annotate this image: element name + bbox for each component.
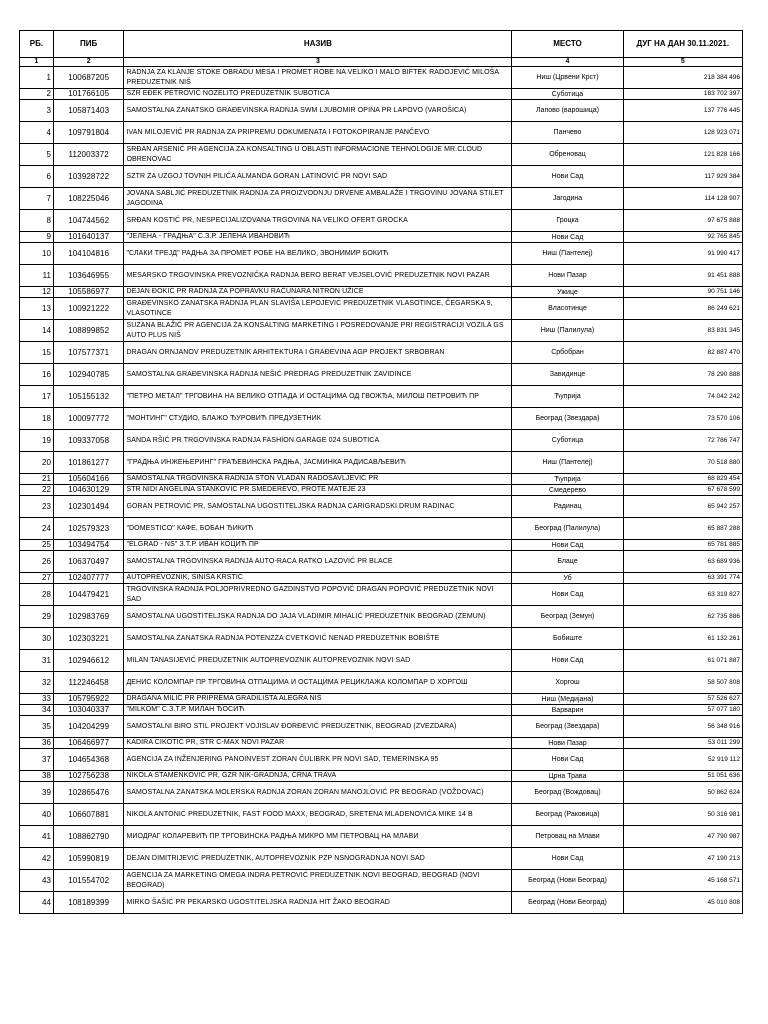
pib-cell: 106466977 [53, 738, 124, 749]
table-row [20, 650, 743, 672]
debt-amount-cell: 82 887 470 [623, 342, 742, 364]
place-cell: Београд (Палилула) [512, 518, 623, 540]
debt-amount-cell: 74 042 242 [623, 386, 742, 408]
name-cell: NIKOLA ANTONIĆ PREDUZETNIK, FAST FOOD MAXX, BEOGRAD, SRETENA MLADENOVIĆA MIKE 14 B [124, 804, 512, 826]
column-number-row [20, 58, 743, 67]
pib-cell: 108899852 [53, 320, 124, 342]
debtors-table [19, 30, 743, 914]
name-cell: SAMOSTALNI BIRO STIL PROJEKT VOJISLAV ĐORĐEVIĆ PREDUZETNIK, BEOGRAD (ZVEZDARA) [124, 716, 512, 738]
row-number: 33 [20, 694, 54, 705]
table-row [20, 738, 743, 749]
table-row [20, 265, 743, 287]
name-cell: "DOMESTICO" КАФЕ, БОБАН ЂИКИЋ [124, 518, 512, 540]
place-cell: Црна Трава [512, 771, 623, 782]
name-cell: SANDA RŠIĆ PR TRGOVINSKA RADNJA FASHION GARAGE 024 SUBOTICA [124, 430, 512, 452]
place-cell: Нови Сад [512, 584, 623, 606]
place-cell: Власотинце [512, 298, 623, 320]
debt-amount-cell: 90 751 146 [623, 287, 742, 298]
row-number: 15 [20, 342, 54, 364]
table-header-row [20, 31, 743, 58]
row-number: 29 [20, 606, 54, 628]
debt-amount-cell: 72 786 747 [623, 430, 742, 452]
table-row [20, 364, 743, 386]
name-cell: МИОДРАГ КОЛАРЕВИЋ ПР ТРГОВИНСКА РАДЊА МИКРО ММ ПЕТРОВАЦ НА МЛАВИ [124, 826, 512, 848]
name-cell: SAMOSTALNA ZANATSKO GRAĐEVINSKA RADNJA SWM LJUBOMIR OPINA PR LAPOVO (VAROŠICA) [124, 100, 512, 122]
pib-cell: 101766105 [53, 89, 124, 100]
debt-amount-cell: 137 776 445 [623, 100, 742, 122]
place-cell: Обреновац [512, 144, 623, 166]
name-cell: KADIRA CIKOTIĆ PR, STR C-MAX NOVI PAZAR [124, 738, 512, 749]
pib-cell: 102940785 [53, 364, 124, 386]
place-cell: Смедерево [512, 485, 623, 496]
table-row [20, 89, 743, 100]
place-cell: Ужице [512, 287, 623, 298]
debt-amount-cell: 45 168 571 [623, 870, 742, 892]
row-number: 36 [20, 738, 54, 749]
place-cell: Хоргош [512, 672, 623, 694]
name-cell: TRGOVINSKA RADNJA POLJOPRIVREDNO GAZDINSTVO POPOVIĆ DRAGAN POPOVIĆ PREDUZETNIK NOVI SAD [124, 584, 512, 606]
name-cell: DRAGANA MILIĆ PR PRIPREMA GRADILIŠTA ALEGRA NIŠ [124, 694, 512, 705]
table-row [20, 694, 743, 705]
pib-cell: 104204299 [53, 716, 124, 738]
place-cell: Ћуприја [512, 386, 623, 408]
debt-amount-cell: 92 765 845 [623, 232, 742, 243]
row-number: 19 [20, 430, 54, 452]
pib-cell: 103928722 [53, 166, 124, 188]
row-number: 12 [20, 287, 54, 298]
pib-cell: 104479421 [53, 584, 124, 606]
name-cell: SRĐAN ARSENIĆ PR AGENCIJA ZA KONSALTING U OBLASTI INFORMACIONE TEHNOLOGIJE MR.CLOUD OBRENOVAC [124, 144, 512, 166]
table-row [20, 452, 743, 474]
place-cell: Јагодина [512, 188, 623, 210]
table-row [20, 232, 743, 243]
row-number: 17 [20, 386, 54, 408]
debt-amount-cell: 70 518 880 [623, 452, 742, 474]
table-row [20, 298, 743, 320]
row-number: 10 [20, 243, 54, 265]
table-row [20, 287, 743, 298]
table-row [20, 386, 743, 408]
debt-amount-cell: 45 010 808 [623, 892, 742, 914]
name-cell: "MILKOM" С.З.Т.Р. МИЛАН ЂОСИЋ [124, 705, 512, 716]
table-row [20, 540, 743, 551]
table-row [20, 144, 743, 166]
debt-amount-cell: 58 507 808 [623, 672, 742, 694]
table-row [20, 573, 743, 584]
debt-amount-cell: 61 071 887 [623, 650, 742, 672]
row-number: 21 [20, 474, 54, 485]
place-cell: Ћуприја [512, 474, 623, 485]
row-number: 31 [20, 650, 54, 672]
row-number: 24 [20, 518, 54, 540]
pib-cell: 104744562 [53, 210, 124, 232]
row-number: 28 [20, 584, 54, 606]
name-cell: DRAGAN ORNJANOV PREDUZETNIK ARHITEKTURA I GRAĐEVINA AGP PROJEKT SRBOBRAN [124, 342, 512, 364]
name-cell: DEJAN DIMITRIJEVIĆ PREDUZETNIK, AUTOPREVOZNIK PZP NSNOGRADNJA NOVI SAD [124, 848, 512, 870]
row-number: 22 [20, 485, 54, 496]
debt-amount-cell: 53 011 299 [623, 738, 742, 749]
debt-amount-cell: 65 887 288 [623, 518, 742, 540]
row-number: 32 [20, 672, 54, 694]
table-row [20, 584, 743, 606]
pib-cell: 105795922 [53, 694, 124, 705]
pib-cell: 107577371 [53, 342, 124, 364]
column-number: 2 [53, 58, 124, 67]
table-row [20, 485, 743, 496]
name-cell: JOVANA SABLJIĆ PREDUZETNIK RADNJA ZA PROIZVODNJU DRVENE AMBALAŽE I TRGOVINU JOVANA STILET JAGODINA [124, 188, 512, 210]
pib-cell: 102579323 [53, 518, 124, 540]
debt-amount-cell: 57 526 627 [623, 694, 742, 705]
table-row [20, 122, 743, 144]
name-cell: SUZANA BLAŽIĆ PR AGENCIJA ZA KONSALTING MARKETING I POSREDOVANJE PRI REGISTRACIJI VOZILA GS AUTO PLUS NIŠ [124, 320, 512, 342]
debt-amount-cell: 65 942 257 [623, 496, 742, 518]
table-row [20, 342, 743, 364]
place-cell: Нови Сад [512, 848, 623, 870]
debt-amount-cell: 78 290 888 [623, 364, 742, 386]
name-cell: SAMOSTALNA UGOSTITELJSKA RADNJA DO JAJA VLADIMIR MIHALIĆ PREDUZETNIK BEOGRAD (ZEMUN) [124, 606, 512, 628]
row-number: 26 [20, 551, 54, 573]
column-number: 3 [124, 58, 512, 67]
place-cell: Нови Сад [512, 749, 623, 771]
header-place: МЕСТО [512, 31, 623, 58]
place-cell: Београд (Вождовац) [512, 782, 623, 804]
table-row [20, 705, 743, 716]
name-cell: ДЕНИС КОЛОМПАР ПР ТРГОВИНА ОТПАЦИМА И ОСТАЦИМА РЕЦИКЛАЖА КОЛОМПАР D ХОРГОШ [124, 672, 512, 694]
column-number: 4 [512, 58, 623, 67]
name-cell: SAMOSTALNA TRGOVINSKA RADNJA AUTO-RACA RATKO LAZOVIĆ PR BLACE [124, 551, 512, 573]
name-cell: "ELGRAD - NS" З.Т.Р. ИВАН КОЦИЋ ПР [124, 540, 512, 551]
place-cell: Панчево [512, 122, 623, 144]
place-cell: Београд (Земун) [512, 606, 623, 628]
header-name: НАЗИВ [124, 31, 512, 58]
name-cell: AGENCIJA ZA MARKETING OMEGA INDRA PETROVIĆ PREDUZETNIK NOVI BEOGRAD, BEOGRAD (NOVI BEOGRAD) [124, 870, 512, 892]
row-number: 38 [20, 771, 54, 782]
table-body [20, 67, 743, 914]
column-number: 1 [20, 58, 54, 67]
row-number: 16 [20, 364, 54, 386]
name-cell: MILAN TANASIJEVIĆ PREDUZETNIK AUTOPREVOZNIK AUTOPREVOZNIK NOVI SAD [124, 650, 512, 672]
row-number: 42 [20, 848, 54, 870]
row-number: 5 [20, 144, 54, 166]
pib-cell: 101554702 [53, 870, 124, 892]
place-cell: Блаце [512, 551, 623, 573]
table-row [20, 804, 743, 826]
row-number: 39 [20, 782, 54, 804]
debt-amount-cell: 47 790 987 [623, 826, 742, 848]
name-cell: GRAĐEVINSKO ZANATSKA RADNJA PLAN SLAVIŠA LEPOJEVIĆ PREDUZETNIK VLASOTINCE, ČEGARSKA 9, VLASOTINCE [124, 298, 512, 320]
row-number: 20 [20, 452, 54, 474]
debt-amount-cell: 50 316 981 [623, 804, 742, 826]
pib-cell: 109791804 [53, 122, 124, 144]
row-number: 9 [20, 232, 54, 243]
debt-amount-cell: 114 128 907 [623, 188, 742, 210]
debt-amount-cell: 97 675 888 [623, 210, 742, 232]
pib-cell: 101640137 [53, 232, 124, 243]
pib-cell: 112246458 [53, 672, 124, 694]
row-number: 3 [20, 100, 54, 122]
pib-cell: 102756238 [53, 771, 124, 782]
place-cell: Суботица [512, 89, 623, 100]
table-row [20, 320, 743, 342]
name-cell: SAMOSTALNA TRGOVINSKA RADNJA STON VLADAN RADOSAVLJEVIĆ PR [124, 474, 512, 485]
place-cell: Радинац [512, 496, 623, 518]
place-cell: Београд (Звездара) [512, 408, 623, 430]
debt-amount-cell: 57 077 180 [623, 705, 742, 716]
table-row [20, 100, 743, 122]
pib-cell: 102983769 [53, 606, 124, 628]
place-cell: Варварин [512, 705, 623, 716]
row-number: 2 [20, 89, 54, 100]
place-cell: Београд (Раковица) [512, 804, 623, 826]
table-row [20, 771, 743, 782]
name-cell: SZR EĐEK PETROVIĆ NOZELITO PREDUZETNIK SUBOTICA [124, 89, 512, 100]
row-number: 8 [20, 210, 54, 232]
name-cell: MESARSKO TRGOVINSKA PREVOZNIČKA RADNJA BERO BERAT VEJSELOVIĆ PREDUZETNIK NOVI PAZAR [124, 265, 512, 287]
pib-cell: 105604166 [53, 474, 124, 485]
debt-amount-cell: 63 391 774 [623, 573, 742, 584]
pib-cell: 103494754 [53, 540, 124, 551]
row-number: 44 [20, 892, 54, 914]
table-row [20, 606, 743, 628]
place-cell: Бобиште [512, 628, 623, 650]
debt-amount-cell: 61 132 261 [623, 628, 742, 650]
debt-amount-cell: 67 678 599 [623, 485, 742, 496]
name-cell: SAMOSTALNA ZANATSKA MOLERSKA RADNJA ZORAN ZORAN MANOJLOVIĆ PR BEOGRAD (VOŽDOVAC) [124, 782, 512, 804]
debt-amount-cell: 51 051 636 [623, 771, 742, 782]
place-cell: Ниш (Црвени Крст) [512, 67, 623, 89]
row-number: 11 [20, 265, 54, 287]
name-cell: AGENCIJA ZA INŽENJERING PANOINVEST ZORAN ČULIBRK PR NOVI SAD, TEMERINSKA 95 [124, 749, 512, 771]
header-debt: ДУГ НА ДАН 30.11.2021. [623, 31, 742, 58]
place-cell: Нови Сад [512, 540, 623, 551]
table-row [20, 474, 743, 485]
name-cell: "ПЕТРО МЕТАЛ" ТРГОВИНА НА ВЕЛИКО ОТПАДА И ОСТАЦИМА ОД ГВОЖЂА, МИЛОШ ПЕТРОВИЋ ПР [124, 386, 512, 408]
name-cell: IVAN MILOJEVIĆ PR RADNJA ZA PRIPREMU DOKUMENATA I FOTOKOPIRANJE PANČEVO [124, 122, 512, 144]
header-rb: РБ. [20, 31, 54, 58]
debt-amount-cell: 65 781 885 [623, 540, 742, 551]
pib-cell: 108862790 [53, 826, 124, 848]
place-cell: Суботица [512, 430, 623, 452]
row-number: 40 [20, 804, 54, 826]
name-cell: NIKOLA STAMENKOVIĆ PR, GZR NIK-GRADNJA, CRNA TRAVA [124, 771, 512, 782]
debt-amount-cell: 83 831 345 [623, 320, 742, 342]
pib-cell: 108225046 [53, 188, 124, 210]
debt-amount-cell: 68 829 454 [623, 474, 742, 485]
column-number: 5 [623, 58, 742, 67]
name-cell: "ЈЕЛЕНА - ГРАДЊА" С.З.Р. ЈЕЛЕНА ИВАНОВИЋ [124, 232, 512, 243]
pib-cell: 112003372 [53, 144, 124, 166]
pib-cell: 102407777 [53, 573, 124, 584]
place-cell: Београд (Нови Београд) [512, 892, 623, 914]
name-cell: MIRKO ŠAŠIĆ PR PEKARSKO UGOSTITELJSKA RADNJA HIT ŽAKO BEOGRAD [124, 892, 512, 914]
debt-amount-cell: 117 929 384 [623, 166, 742, 188]
place-cell: Нови Сад [512, 232, 623, 243]
row-number: 14 [20, 320, 54, 342]
place-cell: Уб [512, 573, 623, 584]
debt-amount-cell: 128 923 071 [623, 122, 742, 144]
debt-amount-cell: 73 570 106 [623, 408, 742, 430]
row-number: 43 [20, 870, 54, 892]
name-cell: "ГРАДЊА ИНЖЕЊЕРИНГ" ГРАЂЕВИНСКА РАДЊА, ЈАСМИНКА РАДИСАВЉЕВИЋ [124, 452, 512, 474]
place-cell: Ниш (Медијана) [512, 694, 623, 705]
pib-cell: 105990819 [53, 848, 124, 870]
place-cell: Гроцка [512, 210, 623, 232]
place-cell: Србобран [512, 342, 623, 364]
pib-cell: 105871403 [53, 100, 124, 122]
table-row [20, 67, 743, 89]
table-row [20, 243, 743, 265]
table-row [20, 430, 743, 452]
name-cell: RADNJA ZA KLANJE STOKE OBRADU MESA I PROMET ROBE NA VELIKO I MALO BIFTEK RADOJEVIĆ MILOŠA PREDUZETNIK NIŠ [124, 67, 512, 89]
name-cell: SAMOSTALNA GRAĐEVINSKA RADNJA NEŠIĆ PREDRAG PREDUZETNIK ZAVIDINCE [124, 364, 512, 386]
table-row [20, 749, 743, 771]
pib-cell: 106370497 [53, 551, 124, 573]
row-number: 1 [20, 67, 54, 89]
debt-amount-cell: 218 384 496 [623, 67, 742, 89]
place-cell: Петровац на Млави [512, 826, 623, 848]
pib-cell: 104630129 [53, 485, 124, 496]
table-row [20, 551, 743, 573]
name-cell: STR NIDI ANGELINA STANKOVIĆ PR SMEDEREVO, PROTE MATEJE 23 [124, 485, 512, 496]
place-cell: Ниш (Палилула) [512, 320, 623, 342]
place-cell: Нови Пазар [512, 738, 623, 749]
pib-cell: 104104816 [53, 243, 124, 265]
debt-amount-cell: 91 451 888 [623, 265, 742, 287]
table-row [20, 628, 743, 650]
debt-amount-cell: 86 249 621 [623, 298, 742, 320]
table-row [20, 496, 743, 518]
place-cell: Ниш (Пантелеј) [512, 452, 623, 474]
table-row [20, 188, 743, 210]
row-number: 27 [20, 573, 54, 584]
debt-amount-cell: 52 919 112 [623, 749, 742, 771]
pib-cell: 102301494 [53, 496, 124, 518]
pib-cell: 101861277 [53, 452, 124, 474]
pib-cell: 100921222 [53, 298, 124, 320]
debt-amount-cell: 63 319 827 [623, 584, 742, 606]
pib-cell: 105155132 [53, 386, 124, 408]
pib-cell: 104654368 [53, 749, 124, 771]
table-row [20, 518, 743, 540]
row-number: 23 [20, 496, 54, 518]
row-number: 7 [20, 188, 54, 210]
debt-amount-cell: 121 828 166 [623, 144, 742, 166]
table-row [20, 166, 743, 188]
name-cell: SAMOSTALNA ZANATSKA RADNJA POTENZZA CVETKOVIĆ NENAD PREDUZETNIK BOBIŠTE [124, 628, 512, 650]
place-cell: Београд (Нови Београд) [512, 870, 623, 892]
row-number: 35 [20, 716, 54, 738]
debt-amount-cell: 91 990 417 [623, 243, 742, 265]
table-row [20, 782, 743, 804]
name-cell: SZTR ZA UZGOJ TOVNIH PILIĆA ALMANDA GORAN LATINOVIĆ PR NOVI SAD [124, 166, 512, 188]
name-cell: "СЛАКИ ТРЕЈД" РАДЊА ЗА ПРОМЕТ РОБЕ НА ВЕЛИКО, ЗВОНИМИР БОКИЋ [124, 243, 512, 265]
name-cell: SRĐAN KOSTIĆ PR, NESPECIJALIZOVANA TRGOVINA NA VELIKO OFERT GROCKA [124, 210, 512, 232]
debt-amount-cell: 50 862 624 [623, 782, 742, 804]
pib-cell: 102946612 [53, 650, 124, 672]
pib-cell: 108189399 [53, 892, 124, 914]
row-number: 30 [20, 628, 54, 650]
place-cell: Нови Сад [512, 650, 623, 672]
header-pib: ПИБ [53, 31, 124, 58]
name-cell: DEJAN ĐOKIĆ PR RADNJA ZA POPRAVKU RAČUNARA NITRON UŽICE [124, 287, 512, 298]
table-row [20, 210, 743, 232]
debt-amount-cell: 56 348 916 [623, 716, 742, 738]
table-row [20, 408, 743, 430]
row-number: 25 [20, 540, 54, 551]
place-cell: Ниш (Пантелеј) [512, 243, 623, 265]
debt-amount-cell: 183 702 397 [623, 89, 742, 100]
debt-amount-cell: 62 735 886 [623, 606, 742, 628]
place-cell: Завидинце [512, 364, 623, 386]
place-cell: Београд (Звездара) [512, 716, 623, 738]
place-cell: Нови Пазар [512, 265, 623, 287]
table-row [20, 892, 743, 914]
pib-cell: 103040337 [53, 705, 124, 716]
row-number: 4 [20, 122, 54, 144]
pib-cell: 100097772 [53, 408, 124, 430]
row-number: 41 [20, 826, 54, 848]
pib-cell: 109337058 [53, 430, 124, 452]
row-number: 18 [20, 408, 54, 430]
pib-cell: 105586977 [53, 287, 124, 298]
pib-cell: 100687205 [53, 67, 124, 89]
name-cell: "МОНТИНГ" СТУДИО, БЛАЖО ЂУРОВИЋ ПРЕДУЗЕТНИК [124, 408, 512, 430]
place-cell: Лапово (варошица) [512, 100, 623, 122]
place-cell: Нови Сад [512, 166, 623, 188]
pib-cell: 102865476 [53, 782, 124, 804]
row-number: 34 [20, 705, 54, 716]
name-cell: GORAN PETROVIĆ PR, SAMOSTALNA UGOSTITELJSKA RADNJA CARIGRADSKI DRUM RADINAC [124, 496, 512, 518]
table-row [20, 672, 743, 694]
debt-amount-cell: 47 190 213 [623, 848, 742, 870]
pib-cell: 106607881 [53, 804, 124, 826]
table-row [20, 826, 743, 848]
table-row [20, 716, 743, 738]
row-number: 37 [20, 749, 54, 771]
table-row [20, 848, 743, 870]
pib-cell: 102303221 [53, 628, 124, 650]
row-number: 6 [20, 166, 54, 188]
pib-cell: 103646955 [53, 265, 124, 287]
row-number: 13 [20, 298, 54, 320]
table-row [20, 870, 743, 892]
name-cell: AUTOPREVOZNIK, SINIŠA KRSTIĆ [124, 573, 512, 584]
debt-amount-cell: 63 689 936 [623, 551, 742, 573]
